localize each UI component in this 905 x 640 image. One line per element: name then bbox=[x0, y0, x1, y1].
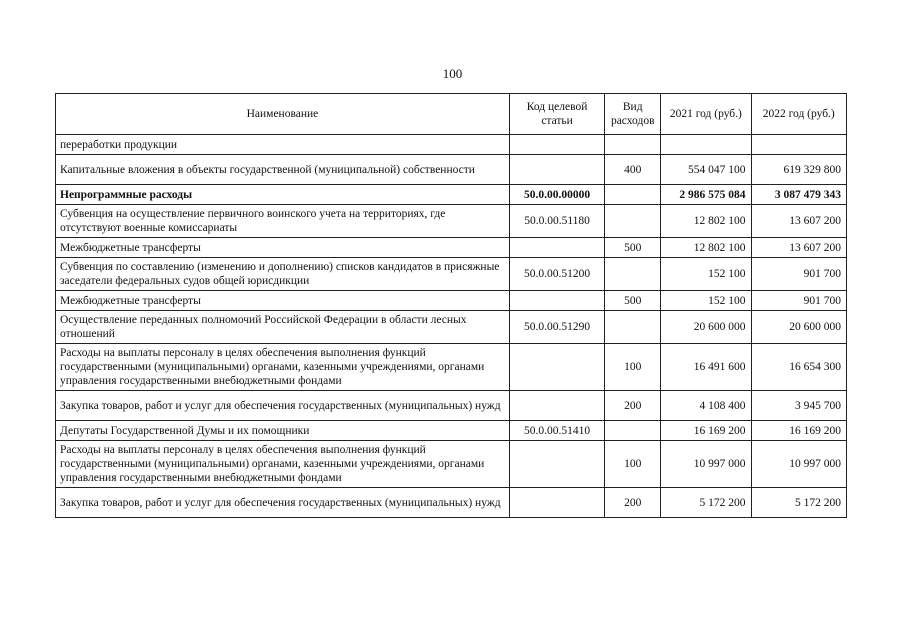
cell-2022: 13 607 200 bbox=[751, 238, 846, 258]
cell-2021: 152 100 bbox=[661, 291, 751, 311]
table-row bbox=[56, 258, 847, 291]
cell-2022: 10 997 000 bbox=[751, 441, 846, 488]
cell-code: 50.0.00.51180 bbox=[509, 205, 604, 238]
table-row bbox=[56, 344, 847, 391]
header-code: Код целевой статьи bbox=[509, 94, 604, 135]
cell-2021: 20 600 000 bbox=[661, 311, 751, 344]
header-2022: 2022 год (руб.) bbox=[751, 94, 846, 135]
cell-type: 200 bbox=[605, 391, 661, 421]
table-header-row bbox=[56, 94, 847, 135]
cell-type bbox=[605, 258, 661, 291]
cell-2021 bbox=[661, 135, 751, 155]
cell-type bbox=[605, 421, 661, 441]
cell-2022: 901 700 bbox=[751, 258, 846, 291]
table-row bbox=[56, 205, 847, 238]
cell-name: Субвенция по составлению (изменению и дополнению) списков кандидатов в присяжные заседатели федеральных судов общей юрисдикции bbox=[56, 258, 510, 291]
page-number: 100 bbox=[442, 66, 463, 81]
table-row bbox=[56, 441, 847, 488]
cell-code: 50.0.00.51290 bbox=[509, 311, 604, 344]
header-name: Наименование bbox=[56, 94, 510, 135]
cell-code: 50.0.00.51200 bbox=[509, 258, 604, 291]
cell-2022: 20 600 000 bbox=[751, 311, 846, 344]
cell-type: 400 bbox=[605, 155, 661, 185]
cell-name: Непрограммные расходы bbox=[56, 185, 510, 205]
table-row bbox=[56, 291, 847, 311]
cell-type: 100 bbox=[605, 344, 661, 391]
cell-name: Расходы на выплаты персоналу в целях обеспечения выполнения функций государственными (муниципальными) органами, казенными учреждениями, органами управления государственными внебюджетными фондами bbox=[56, 441, 510, 488]
cell-type: 200 bbox=[605, 488, 661, 518]
cell-code bbox=[509, 291, 604, 311]
table-row bbox=[56, 488, 847, 518]
cell-code bbox=[509, 155, 604, 185]
cell-type: 500 bbox=[605, 291, 661, 311]
table-row bbox=[56, 391, 847, 421]
cell-code bbox=[509, 441, 604, 488]
budget-table bbox=[55, 93, 847, 518]
cell-2022 bbox=[751, 135, 846, 155]
cell-code bbox=[509, 135, 604, 155]
cell-name: переработки продукции bbox=[56, 135, 510, 155]
cell-name: Субвенция на осуществление первичного воинского учета на территориях, где отсутствуют военные комиссариаты bbox=[56, 205, 510, 238]
cell-2021: 16 491 600 bbox=[661, 344, 751, 391]
cell-2022: 3 087 479 343 bbox=[751, 185, 846, 205]
cell-name: Закупка товаров, работ и услуг для обеспечения государственных (муниципальных) нужд bbox=[56, 391, 510, 421]
header-2021: 2021 год (руб.) bbox=[661, 94, 751, 135]
cell-2022: 901 700 bbox=[751, 291, 846, 311]
table-row bbox=[56, 311, 847, 344]
table-row bbox=[56, 238, 847, 258]
cell-2022: 3 945 700 bbox=[751, 391, 846, 421]
cell-type bbox=[605, 311, 661, 344]
cell-type: 500 bbox=[605, 238, 661, 258]
cell-2022: 13 607 200 bbox=[751, 205, 846, 238]
header-type: Вид расходов bbox=[605, 94, 661, 135]
cell-2021: 4 108 400 bbox=[661, 391, 751, 421]
table-row bbox=[56, 155, 847, 185]
cell-2021: 10 997 000 bbox=[661, 441, 751, 488]
cell-2021: 16 169 200 bbox=[661, 421, 751, 441]
cell-code: 50.0.00.00000 bbox=[509, 185, 604, 205]
table-row bbox=[56, 185, 847, 205]
cell-code bbox=[509, 391, 604, 421]
cell-name: Осуществление переданных полномочий Российской Федерации в области лесных отношений bbox=[56, 311, 510, 344]
cell-code bbox=[509, 238, 604, 258]
cell-type: 100 bbox=[605, 441, 661, 488]
cell-2021: 152 100 bbox=[661, 258, 751, 291]
cell-code bbox=[509, 344, 604, 391]
cell-code: 50.0.00.51410 bbox=[509, 421, 604, 441]
cell-type bbox=[605, 135, 661, 155]
cell-name: Закупка товаров, работ и услуг для обеспечения государственных (муниципальных) нужд bbox=[56, 488, 510, 518]
cell-code bbox=[509, 488, 604, 518]
cell-name: Капитальные вложения в объекты государственной (муниципальной) собственности bbox=[56, 155, 510, 185]
cell-name: Межбюджетные трансферты bbox=[56, 291, 510, 311]
cell-type bbox=[605, 185, 661, 205]
cell-2021: 554 047 100 bbox=[661, 155, 751, 185]
cell-2022: 5 172 200 bbox=[751, 488, 846, 518]
cell-2022: 16 654 300 bbox=[751, 344, 846, 391]
cell-name: Расходы на выплаты персоналу в целях обеспечения выполнения функций государственными (муниципальными) органами, казенными учреждениями, органами управления государственными внебюджетными фондами bbox=[56, 344, 510, 391]
cell-2021: 12 802 100 bbox=[661, 238, 751, 258]
cell-2021: 5 172 200 bbox=[661, 488, 751, 518]
cell-type bbox=[605, 205, 661, 238]
cell-name: Межбюджетные трансферты bbox=[56, 238, 510, 258]
cell-2021: 2 986 575 084 bbox=[661, 185, 751, 205]
cell-2021: 12 802 100 bbox=[661, 205, 751, 238]
table-row bbox=[56, 421, 847, 441]
cell-2022: 619 329 800 bbox=[751, 155, 846, 185]
cell-2022: 16 169 200 bbox=[751, 421, 846, 441]
cell-name: Депутаты Государственной Думы и их помощники bbox=[56, 421, 510, 441]
table-row bbox=[56, 135, 847, 155]
